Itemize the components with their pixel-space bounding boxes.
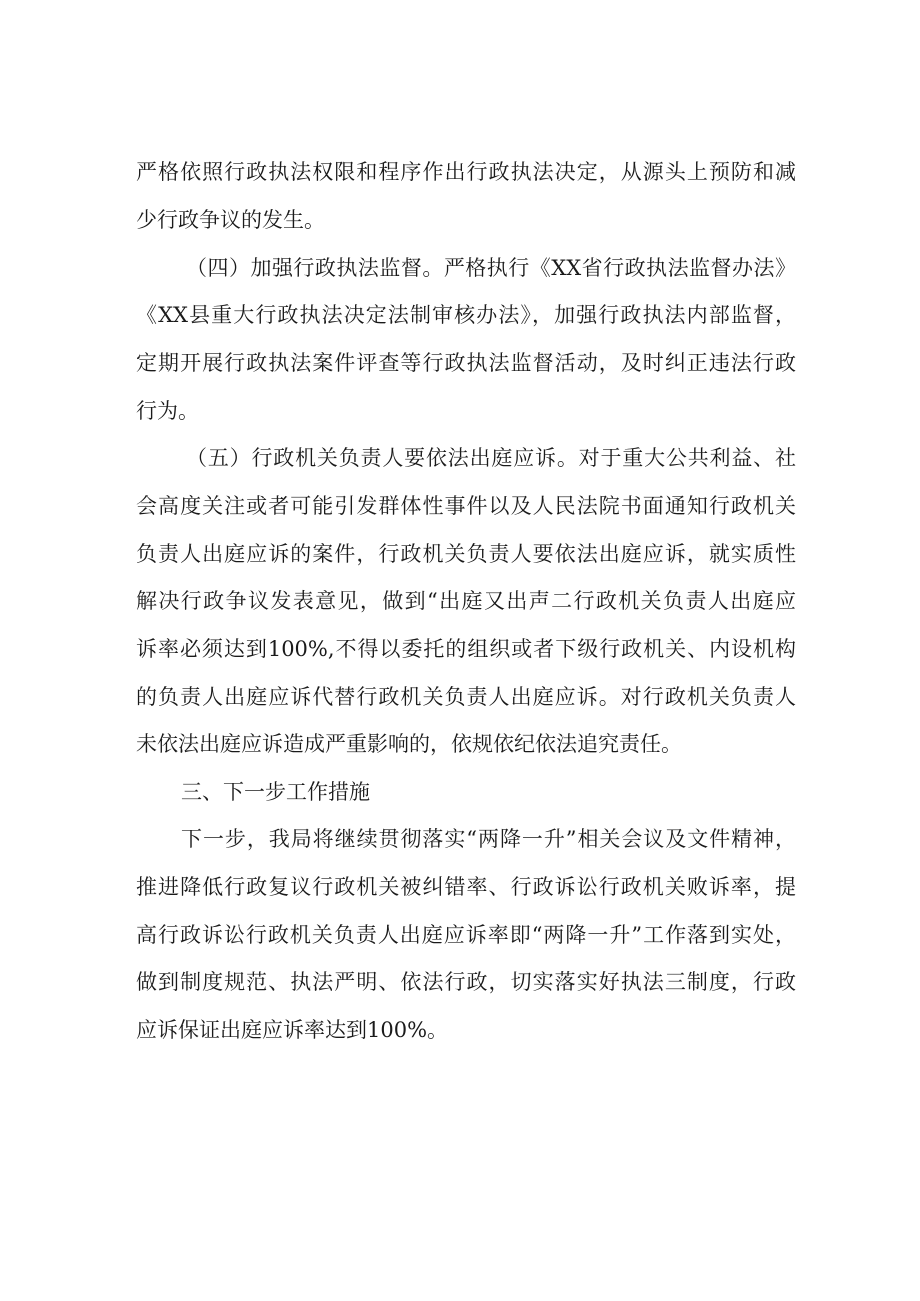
- paragraph-2-line-2: 《XX县重大行政执法决定法制审核办法》，加强行政执法内部监督，: [136, 303, 796, 327]
- paragraph-2-line-3: 定期开展行政执法案件评查等行政执法监督活动，及时纠正违法行政: [136, 351, 796, 375]
- paragraph-1-line-1: 严格依照行政执法权限和程序作出行政执法决定，从源头上预防和减: [136, 160, 796, 184]
- paragraph-4-line-5: 应诉保证出庭应诉率达到100%。: [136, 1018, 449, 1042]
- paragraph-3-line-2: 会高度关注或者可能引发群体性事件以及人民法院书面通知行政机关: [136, 494, 796, 518]
- paragraph-4-line-1: 下一步，我局将继续贯彻落实“两降一升”相关会议及文件精神，: [181, 827, 796, 851]
- paragraph-3-line-3: 负责人出庭应诉的案件，行政机关负责人要依法出庭应诉，就实质性: [136, 542, 796, 566]
- paragraph-3-line-4: 解决行政争议发表意见，做到“出庭又出声二行政机关负责人出庭应: [136, 589, 796, 613]
- paragraph-3-line-6: 的负责人出庭应诉代替行政机关负责人出庭应诉。对行政机关负责人: [136, 685, 796, 709]
- paragraph-2-line-4: 行为。: [136, 399, 199, 423]
- paragraph-4-line-4: 做到制度规范、执法严明、依法行政，切实落实好执法三制度，行政: [136, 970, 796, 994]
- paragraph-2-line-1: （四）加强行政执法监督。严格执行《XX省行政执法监督办法》: [186, 256, 796, 280]
- paragraph-3-line-5: 诉率必须达到100%,不得以委托的组织或者下级行政机关、内设机构: [136, 637, 796, 661]
- paragraph-1-line-2: 少行政争议的发生。: [136, 208, 325, 232]
- paragraph-3-line-7: 未依法出庭应诉造成严重影响的，依规依纪依法追究责任。: [136, 732, 682, 756]
- paragraph-4-line-2: 推进降低行政复议行政机关被纠错率、行政诉讼行政机关败诉率，提: [136, 875, 796, 899]
- paragraph-3-line-1: （五）行政机关负责人要依法出庭应诉。对于重大公共利益、社: [186, 446, 796, 470]
- section-heading-3: 三、下一步工作措施: [181, 780, 370, 804]
- paragraph-4-line-3: 高行政诉讼行政机关负责人出庭应诉率即“两降一升”工作落到实处，: [136, 923, 796, 947]
